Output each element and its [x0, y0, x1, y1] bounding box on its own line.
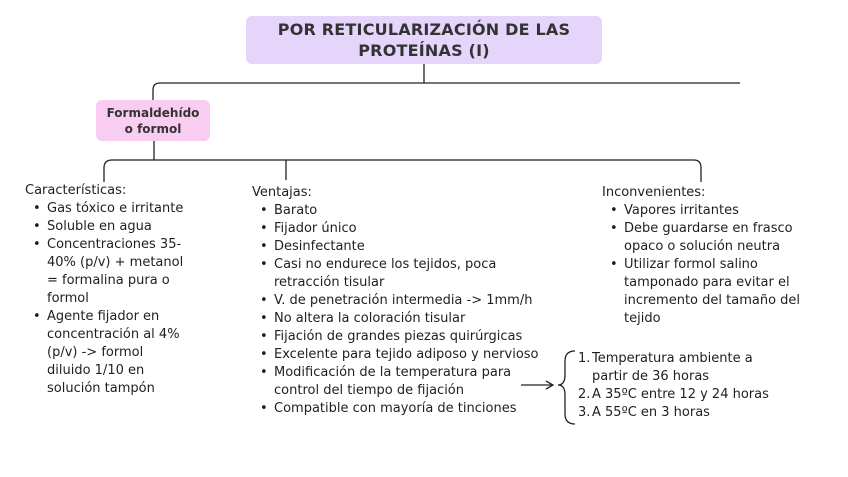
inconvenientes-heading: Inconvenientes: — [602, 185, 706, 200]
list-item: • Vapores irritantes — [624, 202, 807, 220]
column-caracteristicas — [25, 182, 190, 398]
list-item: • Agente fijador en concentración al 4% (p/v) -> formol diluido 1/10 en solución tampón — [47, 308, 190, 398]
item-text: A 35ºC entre 12 y 24 horas — [592, 387, 769, 402]
temperature-item — [578, 350, 769, 386]
caracteristicas-list — [25, 200, 190, 398]
list-item: • Casi no endurece los tejidos, poca retracción tisular — [274, 256, 502, 292]
ventajas-list — [252, 202, 542, 418]
item-number: 1. — [578, 351, 591, 366]
item-text: A 55ºC en 3 horas — [592, 405, 710, 420]
title-connector — [153, 64, 740, 100]
list-item: • Gas tóxico e irritante — [47, 200, 190, 218]
inconvenientes-list — [602, 202, 807, 328]
item-number: 2. — [578, 387, 591, 402]
ventajas-heading: Ventajas: — [252, 185, 312, 200]
list-item: • Desinfectante — [274, 238, 542, 256]
column-ventajas — [252, 184, 542, 418]
list-item: • Soluble en agua — [47, 218, 190, 236]
column-inconvenientes — [602, 184, 807, 328]
list-item: • Concentraciones 35-40% (p/v) + metanol = formalina pura o formol — [47, 236, 190, 308]
list-item: • No altera la coloración tisular — [274, 310, 542, 328]
list-item: • Debe guardarse en frasco opaco o solución neutra — [624, 220, 807, 256]
temperature-item — [578, 386, 769, 404]
subtitle-connector — [104, 141, 701, 182]
temperature-list — [578, 350, 769, 422]
list-item: • Modificación de la temperatura para control del tiempo de fijación — [274, 364, 512, 400]
temperature-item — [578, 404, 769, 422]
list-item: • V. de penetración intermedia -> 1mm/h — [274, 292, 542, 310]
item-number: 3. — [578, 405, 591, 420]
list-item: • Barato — [274, 202, 542, 220]
list-item: • Fijador único — [274, 220, 542, 238]
title-box — [246, 16, 602, 64]
caracteristicas-heading: Características: — [25, 183, 127, 198]
subtitle-box — [96, 100, 210, 141]
list-item: • Utilizar formol salino tamponado para evitar el incremento del tamaño del tejido — [624, 256, 807, 328]
item-text: Temperatura ambiente a partir de 36 horas — [592, 351, 753, 384]
list-item: • Compatible con mayoría de tinciones — [274, 400, 542, 418]
list-item: • Excelente para tejido adiposo y nervioso — [274, 346, 542, 364]
title-text: POR RETICULARIZACIÓN DE LAS PROTEÍNAS (I) — [277, 20, 571, 60]
subtitle-text: Formaldehído o formol — [106, 105, 200, 136]
curly-brace — [558, 351, 575, 424]
list-item: • Fijación de grandes piezas quirúrgicas — [274, 328, 542, 346]
